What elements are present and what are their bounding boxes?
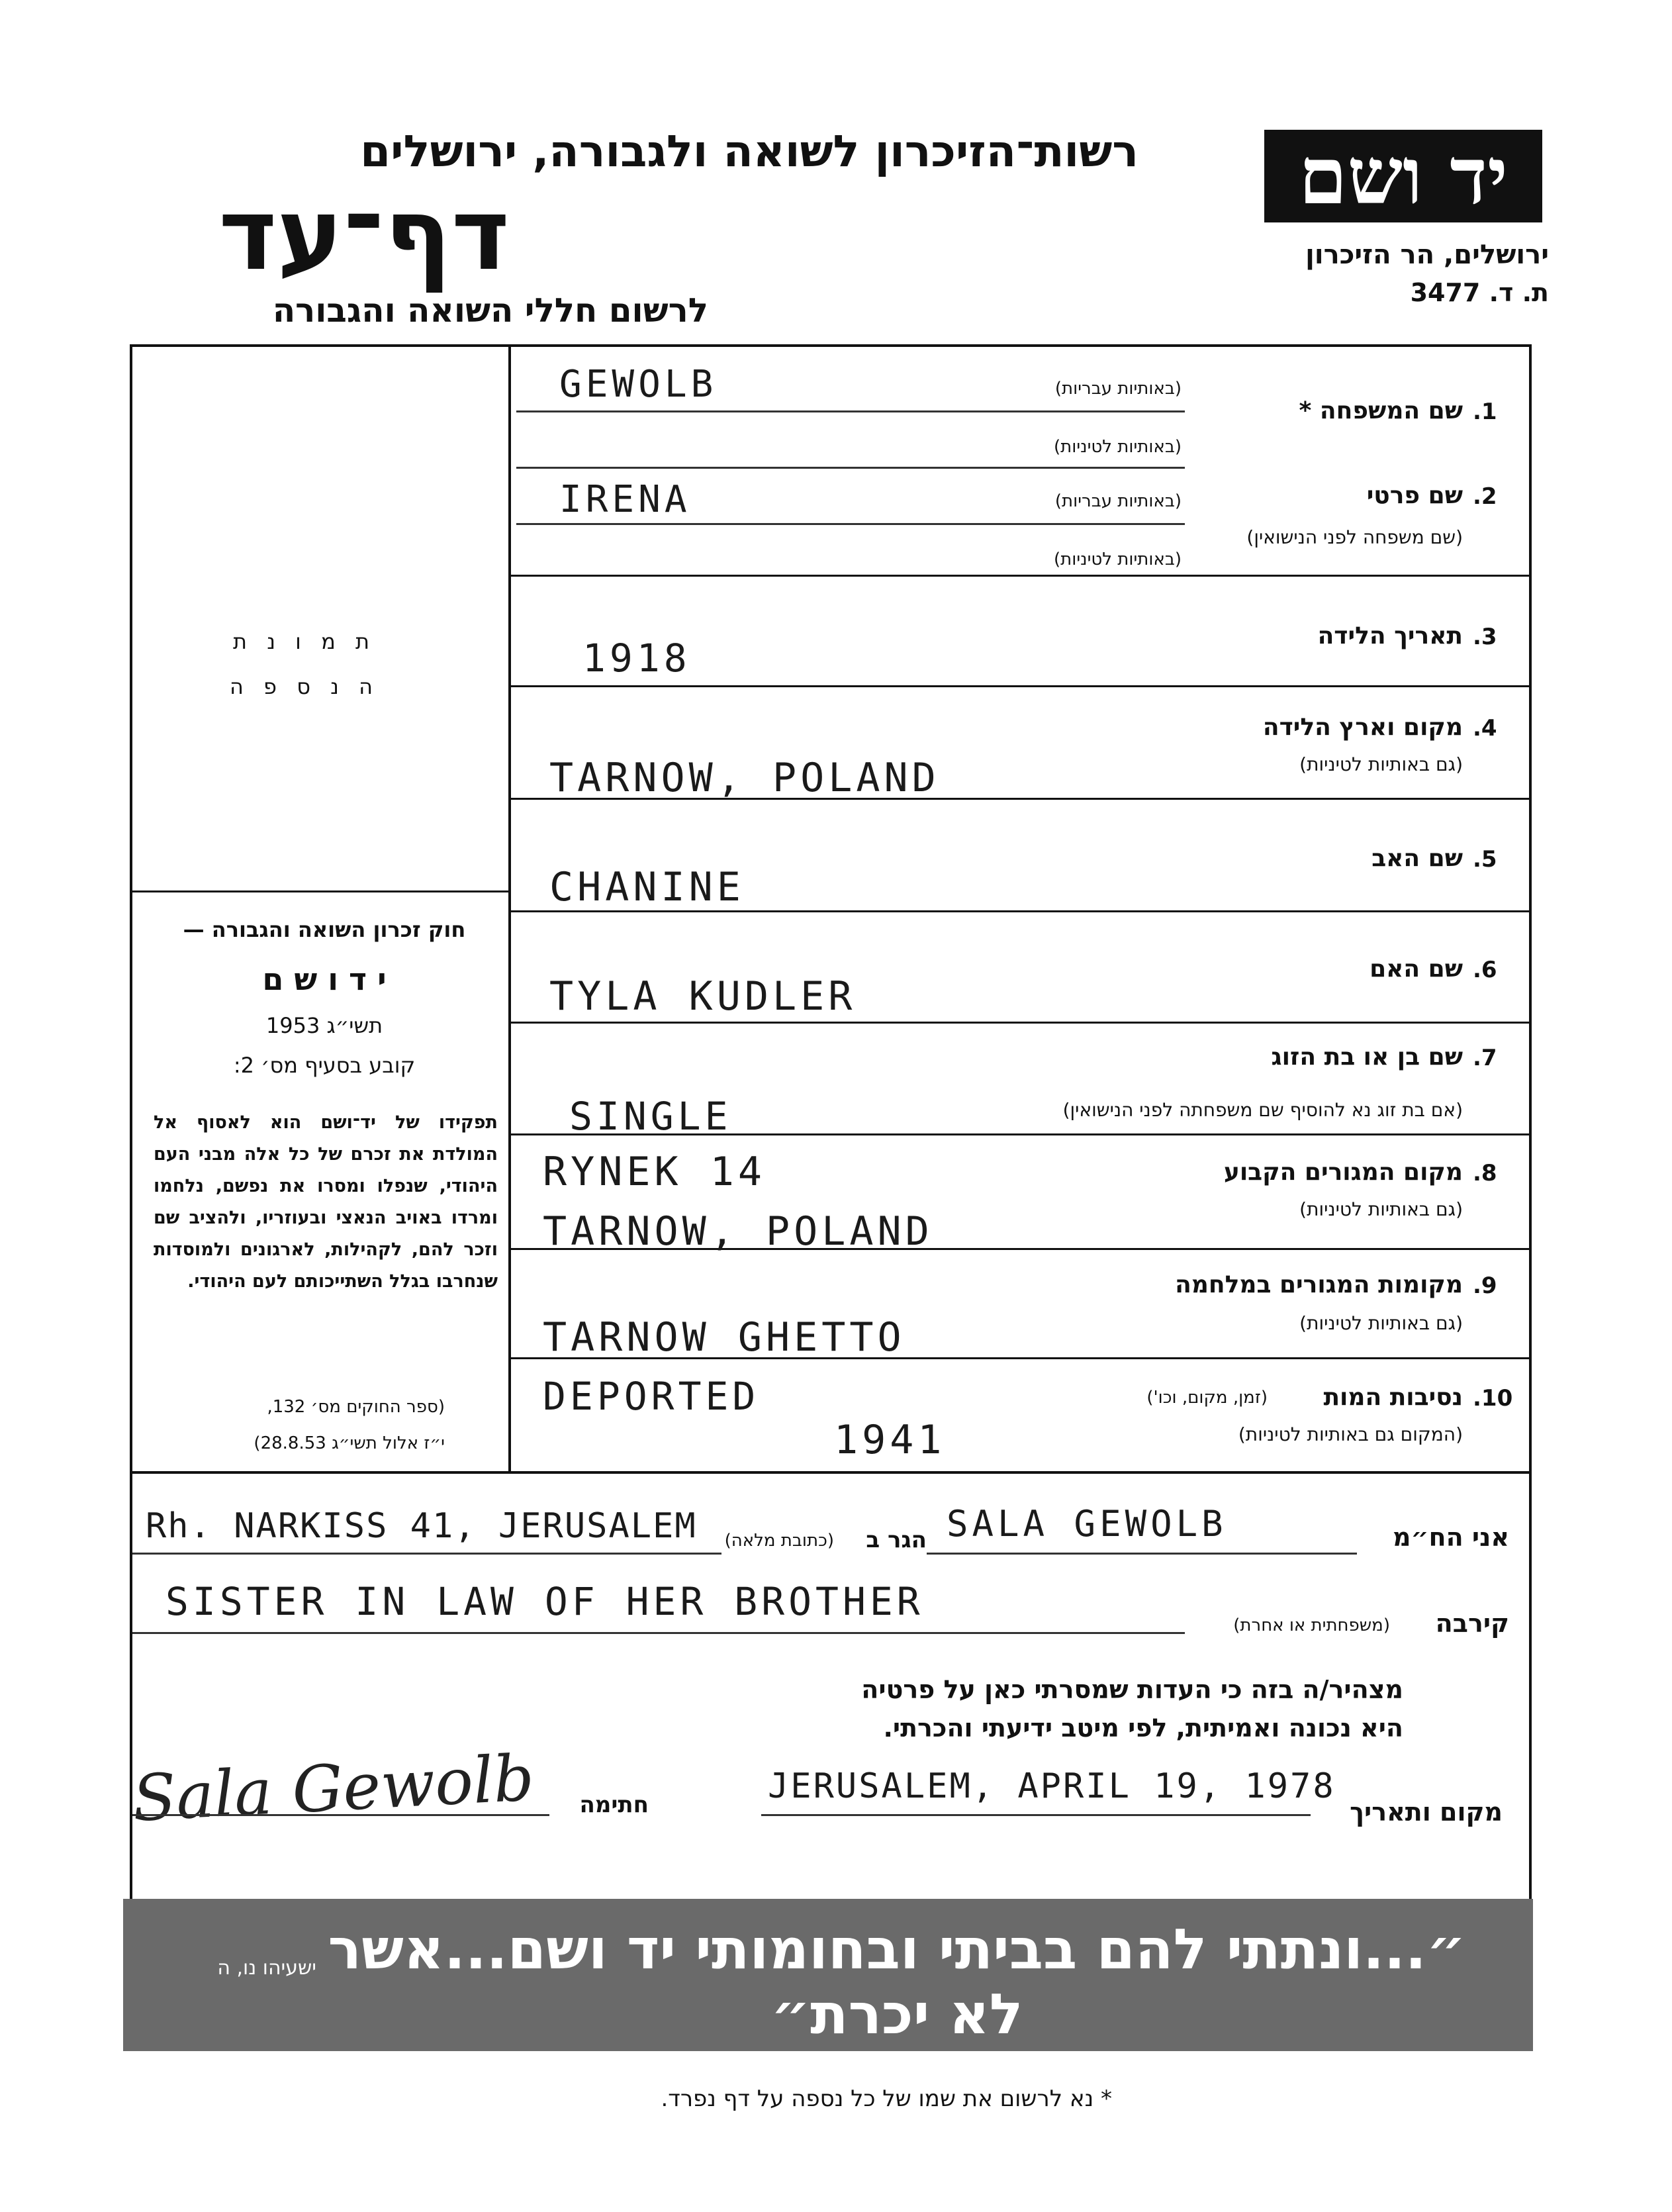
logo-po-box: ת. ד. 3477 bbox=[1410, 278, 1549, 307]
row-divider bbox=[510, 685, 1532, 687]
field-number: 6. bbox=[1473, 957, 1497, 983]
underline bbox=[132, 1814, 549, 1816]
declarant-address[interactable]: Rh. NARKISS 41, JERUSALEM bbox=[146, 1506, 697, 1546]
underline bbox=[516, 523, 1185, 525]
underline bbox=[761, 1814, 1311, 1816]
field-label-first-name: שם פרטי bbox=[1366, 482, 1463, 509]
field-sublabel: (גם באותיות לטיניות) bbox=[1299, 1312, 1463, 1334]
law-section: קובע בסעיף מס׳ 2: bbox=[233, 1053, 416, 1078]
mother-name-value[interactable]: TYLA KUDLER bbox=[549, 973, 857, 1020]
field-sublabel: (שם משפחה לפני הנישואין) bbox=[1246, 526, 1463, 548]
relation-hint: (משפחתית או אחרת) bbox=[1233, 1615, 1390, 1635]
banner-citation: ישעיהו נו, ה bbox=[217, 1956, 316, 1980]
signature: Sala Gewolb bbox=[130, 1741, 536, 1836]
declarant-intro: אני הח״מ bbox=[1393, 1523, 1509, 1552]
field-number: 9. bbox=[1473, 1273, 1497, 1299]
field-sublabel: (אם בת זוג נא להוסיף שם משפחתה לפני הנישואין) bbox=[1062, 1099, 1463, 1121]
declaration-line2: היא נכונה ואמיתית, לפי מיטב ידיעתי והכרתי. bbox=[883, 1713, 1403, 1743]
hint-hebrew: (באותיות עבריות) bbox=[1054, 491, 1182, 511]
resides-label: הגר ב bbox=[866, 1527, 927, 1553]
relation-value[interactable]: SISTER IN LAW OF HER BROTHER bbox=[165, 1579, 924, 1624]
photo-box-divider bbox=[130, 890, 510, 892]
field-number: 2. bbox=[1473, 483, 1497, 510]
address-hint: (כתובת מלאה) bbox=[724, 1531, 834, 1551]
footnote: * נא לרשום את שמו של כל נספה על דף נפרד. bbox=[661, 2086, 1112, 2112]
field-number: 1. bbox=[1473, 399, 1497, 425]
row-divider bbox=[510, 575, 1532, 577]
authority-title: רשות־הזיכרון לשואה ולגבורה, ירושלים bbox=[360, 126, 1138, 177]
underline bbox=[132, 1632, 1185, 1634]
hint-latin: (באותיות לטיניות) bbox=[1054, 437, 1182, 457]
field-number: 10. bbox=[1473, 1385, 1513, 1412]
banner-quote: ״...ונתתי להם בביתי ובחומותי יד ושם...אשר לא יכרת״ bbox=[328, 1917, 1466, 2046]
row-divider bbox=[510, 1022, 1532, 1024]
spouse-value[interactable]: SINGLE bbox=[569, 1094, 732, 1139]
form-subtitle: לרשום חללי השואה והגבורה bbox=[272, 291, 708, 330]
law-title: חוק זכרון השואה והגבורה — bbox=[183, 917, 466, 942]
law-body: תפקידו של יד־ושם הוא לאסוף אל המולדת את זכרם של כל אלה מבני העם היהודי, שנפלו ומסרו את נפשם, נלחמו ומרדו באויב הנאצי ובעוזריו, ולהציב שם וזכר להם, לקהילות, לארגונים ולמוסדות שנחרבו בגלל השתייכותם לעם היהודי. bbox=[154, 1112, 498, 1292]
field-sublabel: (גם באותיות לטיניות) bbox=[1299, 1198, 1463, 1220]
signature-label: חתימה bbox=[579, 1792, 649, 1818]
field-sublabel: (גם באותיות לטיניות) bbox=[1299, 753, 1463, 775]
field-label-birth-place: מקום וארץ הלידה bbox=[1262, 714, 1463, 741]
place-date-label: מקום ותאריך bbox=[1350, 1798, 1503, 1827]
declaration-line1: מצהיר/ה בזה כי העדות שמסרתי כאן על פרטיה bbox=[861, 1675, 1403, 1704]
residence-value-line2[interactable]: TARNOW, POLAND bbox=[543, 1208, 933, 1255]
form-title: דף־עד bbox=[218, 177, 510, 293]
field-label-residence: מקום המגורים הקבוע bbox=[1223, 1159, 1463, 1186]
law-ref-1: (ספר החוקים מס׳ 132, bbox=[267, 1397, 445, 1417]
field-sublabel: (המקום גם באותיות לטיניות) bbox=[1238, 1423, 1463, 1445]
relation-label: קירבה bbox=[1435, 1609, 1509, 1638]
birth-place-value[interactable]: TARNOW, POLAND bbox=[549, 755, 940, 801]
field-label-birth-date: תאריך הלידה bbox=[1317, 622, 1463, 649]
wartime-residence-value[interactable]: TARNOW GHETTO bbox=[543, 1314, 906, 1361]
field-label-spouse: שם בן או בת הזוג bbox=[1271, 1043, 1463, 1071]
field-label-wartime-residence: מקומות המגורים במלחמה bbox=[1175, 1271, 1463, 1298]
declarant-name[interactable]: SALA GEWOLB bbox=[947, 1503, 1227, 1545]
underline bbox=[516, 467, 1185, 469]
first-name-value[interactable]: IRENA bbox=[559, 478, 691, 521]
death-circumstances-value-line2[interactable]: 1941 bbox=[834, 1417, 946, 1463]
law-yad-vashem: י ד ו ש ם bbox=[262, 961, 387, 997]
logo-city: ירושלים, הר הזיכרון bbox=[1305, 240, 1549, 270]
field-label-hint: (זמן, מקום, וכו') bbox=[1146, 1388, 1268, 1408]
photo-label-line1: ת מ ו נ ת bbox=[232, 629, 376, 654]
field-label-mother-name: שם האם bbox=[1370, 955, 1463, 983]
yad-vashem-logo: יד ושם bbox=[1264, 130, 1542, 222]
row-divider bbox=[510, 910, 1532, 912]
law-ref-2: י״ז אלול תשי״ג 28.8.53) bbox=[254, 1433, 445, 1453]
family-name-value[interactable]: GEWOLB bbox=[559, 363, 718, 406]
photo-box-label bbox=[199, 619, 410, 709]
field-label-death-circumstances: נסיבות המות bbox=[1323, 1384, 1463, 1411]
hint-latin: (באותיות לטיניות) bbox=[1054, 550, 1182, 569]
photo-label-line2: ה נ ס פ ה bbox=[229, 674, 380, 699]
field-label-father-name: שם האב bbox=[1371, 845, 1463, 872]
father-name-value[interactable]: CHANINE bbox=[549, 864, 745, 910]
underline bbox=[927, 1553, 1357, 1555]
field-number: 5. bbox=[1473, 846, 1497, 873]
fields-bottom-rule bbox=[130, 1471, 1532, 1474]
field-number: 8. bbox=[1473, 1160, 1497, 1186]
law-year: תשי״ג 1953 bbox=[265, 1013, 383, 1038]
underline bbox=[516, 410, 1185, 412]
column-divider bbox=[508, 344, 511, 1473]
hint-hebrew: (באותיות עבריות) bbox=[1054, 379, 1182, 399]
place-date-value[interactable]: JERUSALEM, APRIL 19, 1978 bbox=[768, 1766, 1336, 1806]
birth-date-value[interactable]: 1918 bbox=[582, 636, 691, 681]
residence-value-line1[interactable]: RYNEK 14 bbox=[543, 1149, 766, 1195]
death-circumstances-value-line1[interactable]: DEPORTED bbox=[543, 1374, 760, 1419]
underline bbox=[132, 1553, 721, 1555]
field-label-family-name: שם המשפחה * bbox=[1299, 397, 1463, 424]
field-number: 4. bbox=[1473, 715, 1497, 742]
field-number: 3. bbox=[1473, 624, 1497, 650]
field-number: 7. bbox=[1473, 1045, 1497, 1071]
